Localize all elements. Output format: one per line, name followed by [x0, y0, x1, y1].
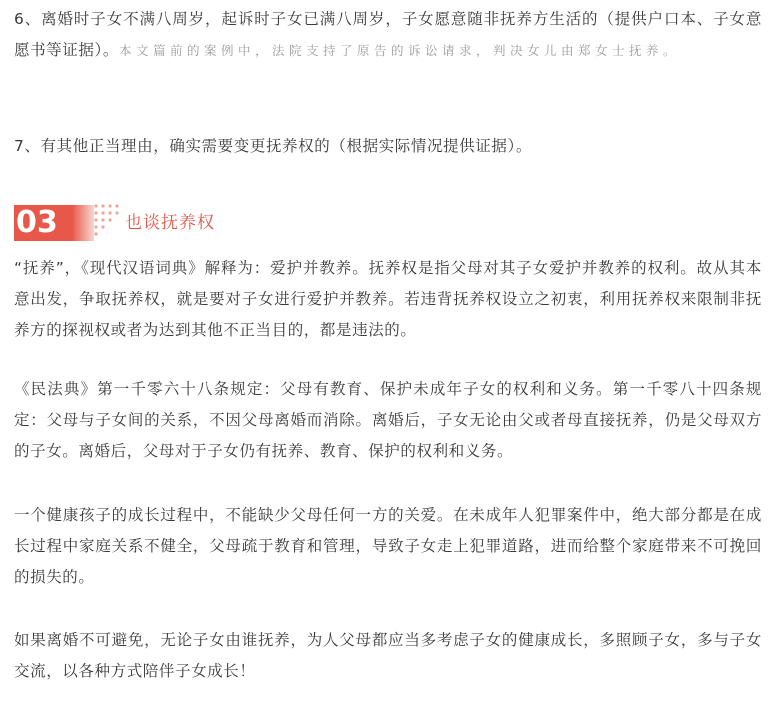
case-note: 本文篇前的案例中，法院支持了原告的诉讼请求，判决女儿由郑女士抚养。	[118, 43, 680, 58]
section-number: 03	[16, 205, 58, 240]
paragraph-civil-code: 《民法典》第一千零六十八条规定：父母有教育、保护未成年子女的权利和义务。第一千零八十四条规定：父母与子女间的关系，不因父母离婚而消除。离婚后，子女无论由父或者母直接抚养，仍是父母双方的子女。离婚后，父母对于子女仍有抚养、教育、保护的权利和义务。	[14, 380, 762, 460]
section-title: 也谈抚养权	[125, 213, 215, 233]
section-header	[14, 203, 414, 243]
dots-decoration-icon	[90, 203, 124, 243]
item-6-text: 6、离婚时子女不满八周岁，起诉时子女已满八周岁，子女愿意随非抚养方生活的（提供户口本、子女意愿书等证据）。	[14, 10, 762, 59]
paragraph-definition: “抚养”，《现代汉语词典》解释为：爱护并教养。抚养权是指父母对其子女爱护并教养的权利。故从其本意出发，争取抚养权，就是要对子女进行爱护并教养。若违背抚养权设立之初衷，利用抚养权来限制非抚养方的探视权或者为达到其他不正当目的，都是违法的。	[14, 259, 762, 339]
paragraph-item-6	[14, 4, 762, 66]
section-number-badge	[14, 205, 94, 241]
paragraph-item-7: 7、有其他正当理由，确实需要变更抚养权的（根据实际情况提供证据）。	[14, 137, 532, 155]
paragraph-growth: 一个健康孩子的成长过程中，不能缺少父母任何一方的关爱。在未成年人犯罪案件中，绝大部分都是在成长过程中家庭关系不健全，父母疏于教育和管理，导致子女走上犯罪道路，进而给整个家庭带来不可挽回的损失的。	[14, 506, 762, 586]
paragraph-conclusion: 如果离婚不可避免，无论子女由谁抚养，为人父母都应当多考虑子女的健康成长，多照顾子女，多与子女交流，以各种方式陪伴子女成长！	[14, 631, 762, 680]
